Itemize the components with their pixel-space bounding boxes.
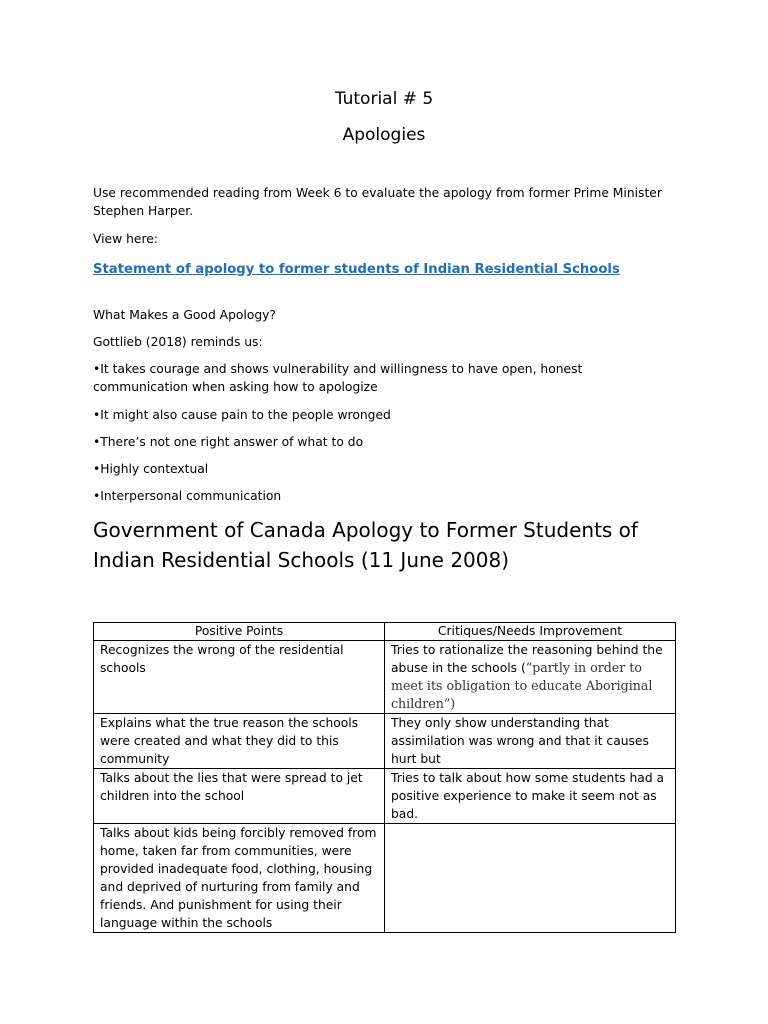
cell-text: Tries to rationalize the reasoning behind the abuse in the schools ( [391,643,663,675]
instruction-text: Use recommended reading from Week 6 to evaluate the apology from former Prime Minister Stephen Harper. [93,186,662,218]
table-row [94,714,676,769]
cell-text: Recognizes the wrong of the residential schools [100,643,344,675]
bullet-item: •Highly contextual [93,462,209,476]
positive-point-cell [94,641,385,714]
view-here-label: View here: [93,232,158,246]
cell-text: Tries to talk about how some students had a positive experience to make it seem not as bad. [391,771,665,821]
positive-point-cell [94,769,385,824]
bullet-item: •Interpersonal communication [93,489,282,503]
cell-text: Explains what the true reason the schools were created and what they did to this community [100,716,359,766]
critique-cell [385,641,676,714]
critique-cell [385,714,676,769]
table-row [94,824,676,933]
apology-statement-link[interactable]: Statement of apology to former students of Indian Residential Schools [93,262,620,277]
column-header-critiques: Critiques/Needs Improvement [385,623,676,641]
cell-text: They only show understanding that assimilation was wrong and that it causes hurt but [391,716,649,766]
critique-cell [385,824,676,933]
column-header-positive: Positive Points [94,623,385,641]
document-subtitle: Apologies [342,125,426,145]
critique-cell [385,769,676,824]
cell-text: Talks about kids being forcibly removed from home, taken far from communities, were provided inadequate food, clothing, housing and deprived of nurturing from family and friends. And punishment for using their language within the schools [100,826,377,930]
table-row [94,769,676,824]
quoted-text: “partly in order to meet its obligation to educate Aboriginal children”) [391,660,653,711]
positive-point-cell [94,714,385,769]
section-heading: Government of Canada Apology to Former Students of Indian Residential Schools (11 June 2008) [93,518,638,572]
bullet-item: •There’s not one right answer of what to do [93,435,364,449]
comparison-table [93,622,676,933]
positive-point-cell [94,824,385,933]
document-title: Tutorial # 5 [334,89,434,109]
bullet-item: •It might also cause pain to the people wronged [93,408,391,422]
table-header-row [94,623,676,641]
table-row [94,641,676,714]
bullet-item: •It takes courage and shows vulnerability and willingness to have open, honest communication when asking how to apologize [93,362,583,394]
citation-text: Gottlieb (2018) reminds us: [93,335,263,349]
cell-text: Talks about the lies that were spread to jet children into the school [100,771,363,803]
good-apology-question: What Makes a Good Apology? [93,308,276,322]
